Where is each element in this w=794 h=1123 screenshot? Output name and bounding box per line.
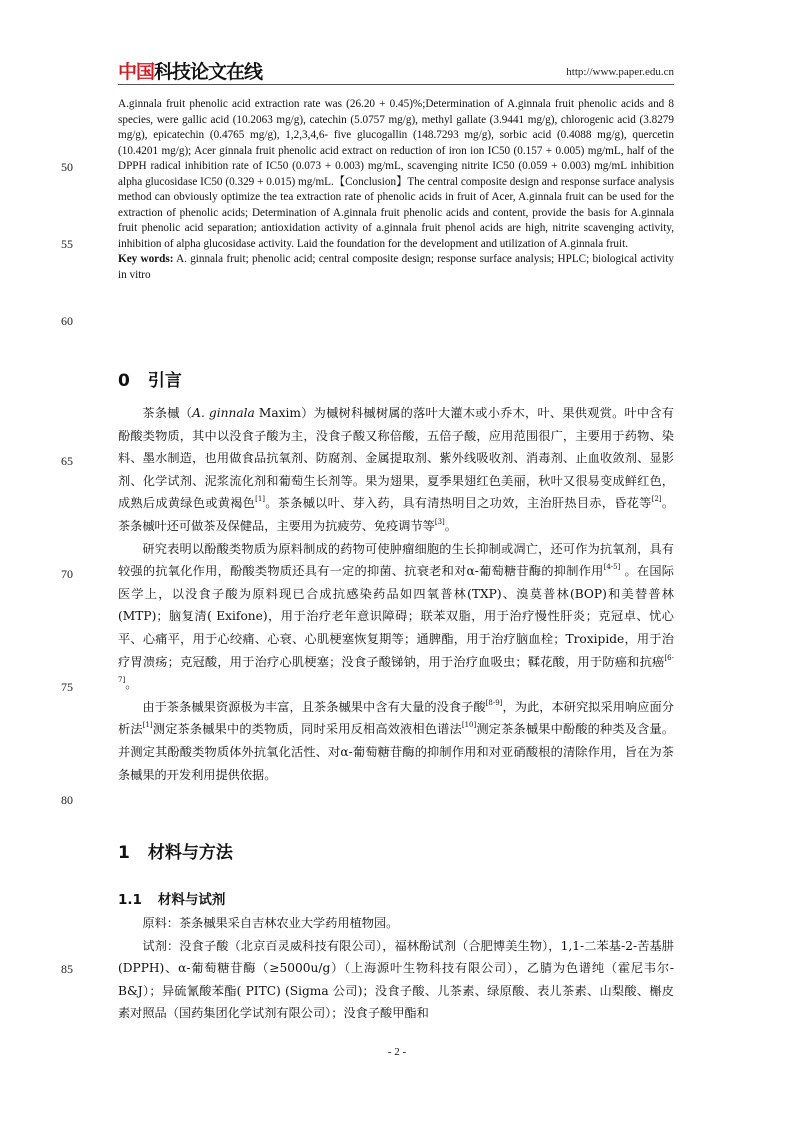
page-number: - 2 -: [387, 1046, 407, 1058]
section-1-heading: [118, 838, 233, 863]
species-italic: A. ginnala: [192, 406, 255, 420]
page-header: [118, 60, 674, 85]
text-run: 研究表明以酚酸类物质为原料制成的药物可使肿瘤细胞的生长抑制或凋亡，还可作为抗氧剂，具有较强的抗氧化作用，酚酸类物质还具有一定的抑菌、抗衰老和对α-葡萄糖苷酶的抑制作用: [118, 541, 674, 579]
intro-paragraph-2: [118, 538, 674, 696]
citation[interactable]: [10]: [461, 721, 477, 730]
section-0-heading: [118, 366, 182, 391]
intro-paragraph-3: [118, 696, 674, 786]
text-run: 。在国际医学上，以没食子酸为原料现已合成抗感染药品如四氧普林(TXP)、溴莫普林(BOP)和美替普林(MTP)；脑复清( Exifone)，用于治疗老年意识障碍；联苯双脂，用于治疗慢性肝炎；克冠卓、忧心平、心痛平，用于心绞痛、心衰、心肌梗塞恢复期等；通脾酯，用于治疗脑血栓；Troxipide，用于治疗胃溃疡；克冠酸，用于治疗心肌梗塞；没食子酸锑钠，用于治疗血吸虫；鞣花酸，用于防癌和抗癌: [118, 564, 674, 669]
subsection-1-1-heading: [118, 888, 225, 908]
line-number: 65: [61, 454, 73, 468]
text-run: 茶条槭（: [142, 406, 193, 420]
line-number: 55: [61, 237, 73, 251]
line-number: 80: [61, 793, 73, 807]
section-1-title: 材料与方法: [147, 843, 233, 863]
citation[interactable]: [6-7]: [118, 653, 674, 685]
intro-paragraph-1: [118, 402, 674, 538]
section-1-number: 1: [118, 843, 130, 863]
text-run: 。: [444, 518, 457, 533]
citation[interactable]: [1]: [255, 495, 266, 504]
reagents-paragraph: 试剂：没食子酸（北京百灵威科技有限公司），福林酚试剂（合肥博美生物），1,1-二苯基-2-苦基肼(DPPH)、α-葡萄糖苷酶（≥5000u/g）（上海源叶生物科技有限公司），乙腈为色谱纯（霍尼韦尔-B&J）；异硫氰酸苯酯( PITC) (Sigma 公司)；没食子酸、儿茶素、绿原酸、表儿茶素、山梨酸、槲皮素对照品（国药集团化学试剂有限公司）；没食子酸甲酯和: [118, 938, 674, 1021]
citation[interactable]: [2]: [651, 495, 662, 504]
text-run: 测定茶条槭果中酚酸的种类及含量。并测定其酚酸类物质体外抗氧化活性、对α-葡萄糖苷酶的抑制作用和对亚硝酸根的清除作用，旨在为茶条槭果的开发利用提供依据。: [118, 722, 675, 782]
logo-black-text: 科技论文在线: [154, 61, 263, 83]
keywords-label: Key words:: [118, 253, 174, 265]
section-0-title: 引言: [147, 371, 182, 391]
abstract-block: [118, 97, 674, 283]
keywords-value: A. ginnala fruit; phenolic acid; central composite design; response surface analysis; HPLC; biological activity in vitro: [118, 253, 674, 281]
line-number: 60: [61, 314, 73, 328]
logo-red-text: 中国: [118, 61, 155, 83]
text-run: 。茶条槭以叶、芽入药，具有清热明目之功效，主治肝热目赤，昏花等: [265, 496, 652, 511]
text-run: 。茶条槭叶还可做茶及保健品，主要用为抗疲劳、免疫调节等: [118, 496, 675, 533]
section-0-number: 0: [118, 371, 130, 391]
subsection-number: 1.1: [118, 892, 142, 908]
citation[interactable]: [4-5]: [603, 563, 621, 572]
site-logo: [118, 62, 262, 82]
line-number: 85: [61, 962, 73, 976]
text-run: 。: [125, 677, 138, 692]
header-url[interactable]: http://www.paper.edu.cn: [566, 66, 674, 78]
section-1-body: [118, 912, 674, 1025]
keywords-line: [118, 252, 674, 283]
text-run: Maxim）为槭树科槭树属的落叶大灌木或小乔木，叶、果供观赏。叶中含有酚酸类物质，其中以没食子酸为主，没食子酸又称倍酸，五倍子酸，应用范围很广，主要用于药物、染料、墨水制造，也用做食品抗氧剂、防腐剂、金属提取剂、紫外线吸收剂、消毒剂、止血收敛剂、显影剂、化学试剂、泥浆流化剂和葡萄生长剂等。果为翅果，夏季果翅红色美丽，秋叶又很易变成鲜红色，成熟后成黄绿色或黄褐色: [118, 406, 674, 511]
citation[interactable]: [1]: [142, 721, 153, 730]
text-run: 由于茶条槭果资源极为丰富，且茶条槭果中含有大量的没食子酸: [142, 699, 486, 714]
text-run: ，为此，本研究拟采用响应面分析法: [118, 699, 674, 737]
text-run: 测定茶条槭果中的类物质，同时采用反相高效液相色谱法: [152, 722, 462, 737]
abstract-text: A.ginnala fruit phenolic acid extraction rate was (26.20 + 0.45)%;Determination of A.ginnala fruit phenolic acids and 8 species, were gallic acid (10.2063 mg/g), catechin (5.0757 mg/g), methyl gallate (3.9441 mg/g), chlorogenic acid (3.8279 mg/g), epicatechin (0.4765 mg/g), 1,2,3,4,6- five glucogallin (148.7293 mg/g), sorbic acid (0.4088 mg/g), quercetin (10.4201 mg/g); Acer ginnala fruit phenolic acid extract on reduction of iron ion IC50 (0.157 + 0.005) mg/mL, half of the DPPH radical inhibition rate of IC50 (0.073 + 0.003) mg/mL, scavenging nitrite IC50 (0.059 + 0.003) mg/mL inhibition alpha glucosidase IC50 (0.329 + 0.015) mg/mL.【Conclusion】The central composite design and response surface analysis method can obviously optimize the tea extraction rate of phenolic acids in fruit of Acer, A.ginnala fruit can be used for the extraction of phenolic acids; Determination of A.ginnala fruit phenolic acids and content, provide the basis for A.ginnala fruit phenolic acid separation; antioxidation activity of a.ginnala fruit phenol acids are high, nitrite scavenging activity, inhibition of alpha glucosidase activity. Laid the foundation for the development and utilization of A.ginnala fruit.: [118, 98, 674, 250]
line-number: 50: [61, 160, 73, 174]
citation[interactable]: [8-9]: [485, 698, 503, 707]
line-number: 70: [61, 567, 73, 581]
subsection-title: 材料与试剂: [157, 892, 226, 908]
line-number: 75: [61, 680, 73, 694]
materials-paragraph: 原料：茶条槭果采自吉林农业大学药用植物园。: [142, 916, 399, 930]
citation[interactable]: [3]: [434, 517, 445, 526]
section-0-body: [118, 402, 674, 786]
